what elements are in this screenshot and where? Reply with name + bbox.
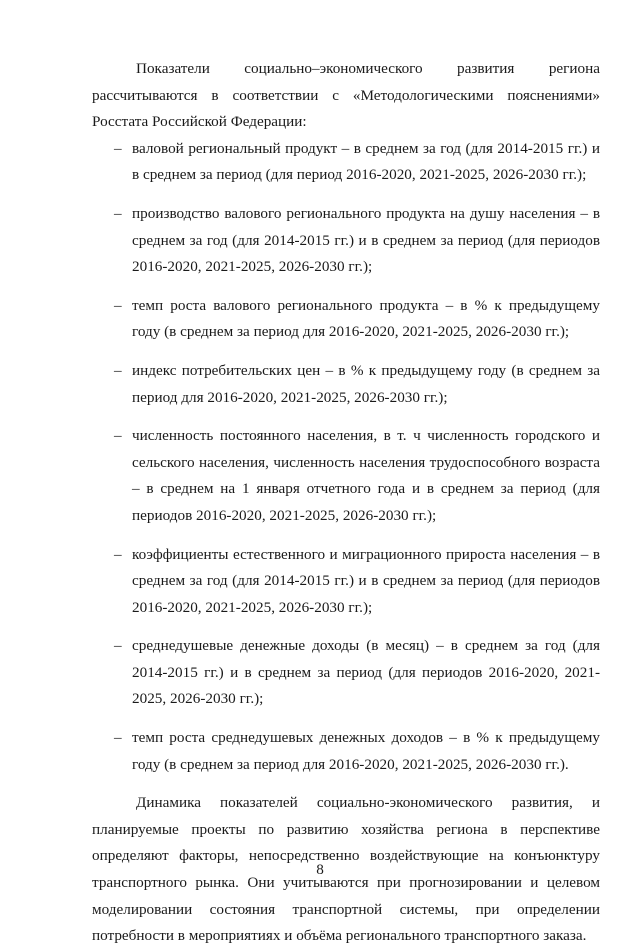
list-item [92, 136, 600, 189]
bullet-dash: – [114, 296, 122, 314]
list-item-text: численность постоянного населения, в т. ч численность городского и сельского населения, численность населения трудоспособного возраста – в среднем на 1 января отчетного года и в среднем за период (для периодов 2016-2020, 2021-2025, 2026-2030 гг.); [132, 427, 600, 524]
bullet-dash: – [114, 361, 122, 379]
bullet-dash: – [114, 545, 122, 563]
list-item [92, 201, 600, 281]
list-item-text: производство валового регионального продукта на душу населения – в среднем за год (для 2014-2015 гг.) и в среднем за период (для периодов 2016-2020, 2021-2025, 2026-2030 гг.); [132, 204, 600, 276]
bullet-dash: – [114, 204, 122, 222]
list-item [92, 725, 600, 778]
list-item-text: темп роста валового регионального продукта – в % к предыдущему году (в среднем за период для 2016-2020, 2021-2025, 2026-2030 гг.); [132, 296, 600, 341]
list-item [92, 633, 600, 713]
conclusion-paragraph: Динамика показателей социально-экономического развития, и планируемые проекты по развитию хозяйства региона в перспективе определяют факторы, непосредственно воздействующие на конъюнктуру транспортного рынка. Они учитываются при прогнозировании и целевом моделировании состояния транспортной системы, при определении потребности в мероприятиях и объёма регионального транспортного заказа. [92, 794, 600, 945]
list-item-text: индекс потребительских цен – в % к предыдущему году (в среднем за период для 2016-2020, 2021-2025, 2026-2030 гг.); [132, 361, 600, 406]
bullet-dash: – [114, 729, 122, 747]
list-item [92, 542, 600, 622]
page-number: 8 [316, 861, 324, 878]
list-item-text: темп роста среднедушевых денежных доходов – в % к предыдущему году (в среднем за период для 2016-2020, 2021-2025, 2026-2030 гг.). [132, 729, 600, 773]
list-item [92, 293, 600, 346]
bullet-dash: – [114, 427, 122, 445]
list-item-text: валовой региональный продукт – в среднем за год (для 2014-2015 гг.) и в среднем за период (для период 2016-2020, 2021-2025, 2026-2030 гг.); [132, 139, 600, 184]
list-item-text: среднедушевые денежные доходы (в месяц) – в среднем за год (для 2014-2015 гг.) и в среднем за период (для периодов 2016-2020, 2021-2025, 2026-2030 гг.); [132, 637, 600, 708]
bullet-dash: – [114, 139, 122, 157]
list-item [92, 423, 600, 529]
indicator-list [92, 136, 600, 778]
document-page [92, 56, 600, 950]
list-item [92, 358, 600, 411]
list-item-text: коэффициенты естественного и миграционного прироста населения – в среднем за год (для 2014-2015 гг.) и в среднем за период (для периодов 2016-2020, 2021-2025, 2026-2030 гг.); [132, 545, 600, 616]
bullet-dash: – [114, 637, 122, 655]
intro-paragraph: Показатели социально–экономического развития региона рассчитываются в соответствии с «Методологическими пояснениями» Росстата Российской Федерации: [92, 60, 600, 131]
